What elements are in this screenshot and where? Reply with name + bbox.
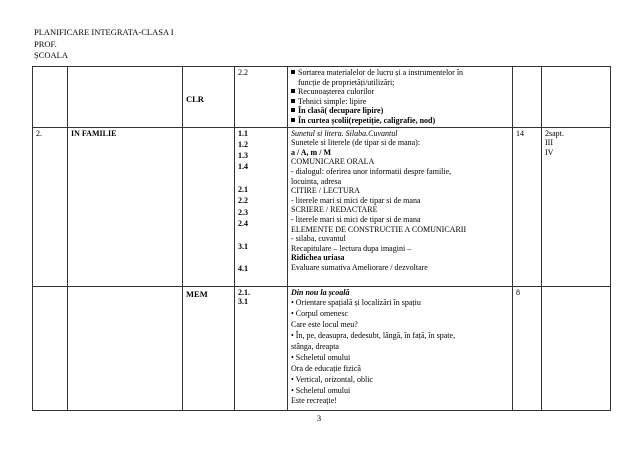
competence-code: 1.1 — [238, 128, 248, 138]
content-line: locuinta, adresa — [291, 176, 342, 186]
content-text: În clasă( decupare lipire) — [298, 106, 384, 116]
content-line: Din nou la școală — [291, 287, 350, 297]
content-line — [291, 68, 509, 78]
content-line: • Orientare spațială și localizări în spațiu — [291, 298, 421, 308]
cell-content — [288, 286, 513, 410]
content-line: • Scheletul omului — [291, 352, 351, 362]
cell-competence — [235, 286, 288, 410]
content-line: • Scheletul omului — [291, 385, 351, 395]
content-line — [291, 106, 509, 116]
competence-gap — [238, 253, 284, 264]
header-school: ȘCOALA — [34, 50, 69, 60]
content-text: Recunoașterea culorilor — [298, 87, 375, 97]
week-label: IV — [545, 147, 554, 157]
competence-code: 3.1 — [238, 241, 248, 251]
content-line: CITIRE / LECTURA — [291, 186, 360, 196]
competence-code: 4.1 — [238, 264, 248, 274]
cell-weeks — [542, 127, 611, 286]
discipline-label: CLR — [186, 93, 204, 104]
cell-unit: IN FAMILIE — [68, 127, 183, 286]
competence-gap — [238, 230, 284, 241]
content-line: Ora de educație fizică — [291, 363, 361, 373]
competence-code: 1.2 — [238, 139, 248, 149]
content-line — [291, 116, 509, 126]
bullet-icon — [291, 70, 295, 74]
content-line: Care este locul meu? — [291, 320, 358, 330]
content-line: Sunetele si literele (de tipar si de mana): — [291, 138, 421, 148]
cell-number — [33, 286, 68, 410]
content-line — [291, 97, 509, 107]
content-line: Sunetul si litera. Silaba.Cuvantul — [291, 128, 398, 138]
cell-unit — [68, 67, 183, 128]
content-text: Tehnici simple: lipire — [298, 96, 367, 106]
content-line: ELEMENTE DE CONSTRUCTIE A COMUNICARII — [291, 224, 467, 234]
competence-code: 2.2 — [238, 196, 248, 206]
content-line: - silaba, cuvantul — [291, 234, 346, 244]
competence-code: 3.1 — [238, 297, 248, 307]
competence-code: 1.3 — [238, 151, 248, 161]
bullet-icon — [291, 108, 295, 112]
cell-discipline: MEM — [183, 286, 235, 410]
content-line: • Corpul omenesc — [291, 309, 349, 319]
cell-hours: 8 — [513, 286, 542, 410]
content-text: funcție de proprietăți/utilizări; — [298, 77, 395, 87]
content-line: • Vertical, orizontal, oblic — [291, 374, 373, 384]
cell-hours — [513, 67, 542, 128]
competence-code: 2.1 — [238, 185, 248, 195]
content-line: SCRIERE / REDACTARE — [291, 205, 378, 215]
cell-number: 2. — [33, 127, 68, 286]
cell-content — [288, 127, 513, 286]
cell-unit — [68, 286, 183, 410]
competence-gap — [238, 174, 284, 185]
competence-code: 1.4 — [238, 162, 248, 172]
competence-code: 2.4 — [238, 218, 248, 228]
content-line: Este recreație! — [291, 396, 337, 406]
cell-weeks — [542, 67, 611, 128]
content-line: stânga, dreapta — [291, 342, 339, 352]
cell-weeks — [542, 286, 611, 410]
cell-content — [288, 67, 513, 128]
bullet-icon — [291, 89, 295, 93]
content-line: Evaluare sumativa Ameliorare / dezvoltare — [291, 262, 428, 272]
table-row — [33, 67, 611, 128]
planning-table — [32, 66, 611, 411]
content-line: • În, pe, deasupra, dedesubt, lângă, în față, în spate, — [291, 331, 456, 341]
content-line: Ridichea uriasa — [291, 253, 345, 263]
table-row — [33, 127, 611, 286]
content-line: COMUNICARE ORALA — [291, 157, 375, 167]
document-header — [34, 27, 174, 62]
content-text: Sortarea materialelor de lucru și a instrumentelor în — [298, 68, 464, 77]
cell-competence — [235, 127, 288, 286]
content-text: În curtea școlii(repetiție, caligrafie, nod) — [298, 115, 436, 125]
header-teacher: PROF. — [34, 38, 57, 49]
week-label: III — [545, 138, 553, 148]
content-line — [291, 87, 509, 97]
content-line: a / A, m / M — [291, 147, 331, 157]
table-row — [33, 286, 611, 410]
cell-competence: 2.2 — [235, 67, 288, 128]
cell-discipline — [183, 93, 235, 286]
competence-code: 2.1. — [238, 287, 250, 297]
content-line — [291, 78, 509, 88]
cell-number — [33, 67, 68, 128]
competence-code: 2.3 — [238, 207, 248, 217]
bullet-icon — [291, 118, 295, 122]
page-number: 3 — [316, 413, 322, 423]
content-line: - literele mari si mici de tipar si de mana — [291, 195, 421, 205]
week-label: 2sapt. — [545, 128, 564, 138]
content-line: - literele mari si mici de tipar si de mana — [291, 214, 421, 224]
bullet-icon — [291, 99, 295, 103]
content-line: Recapitulare – lectura dupa imagini – — [291, 243, 412, 253]
header-title: PLANIFICARE INTEGRATA-CLASA I — [34, 27, 174, 37]
content-line: - dialogul: oferirea unor informatii despre familie, — [291, 166, 452, 176]
cell-hours: 14 — [513, 127, 542, 286]
